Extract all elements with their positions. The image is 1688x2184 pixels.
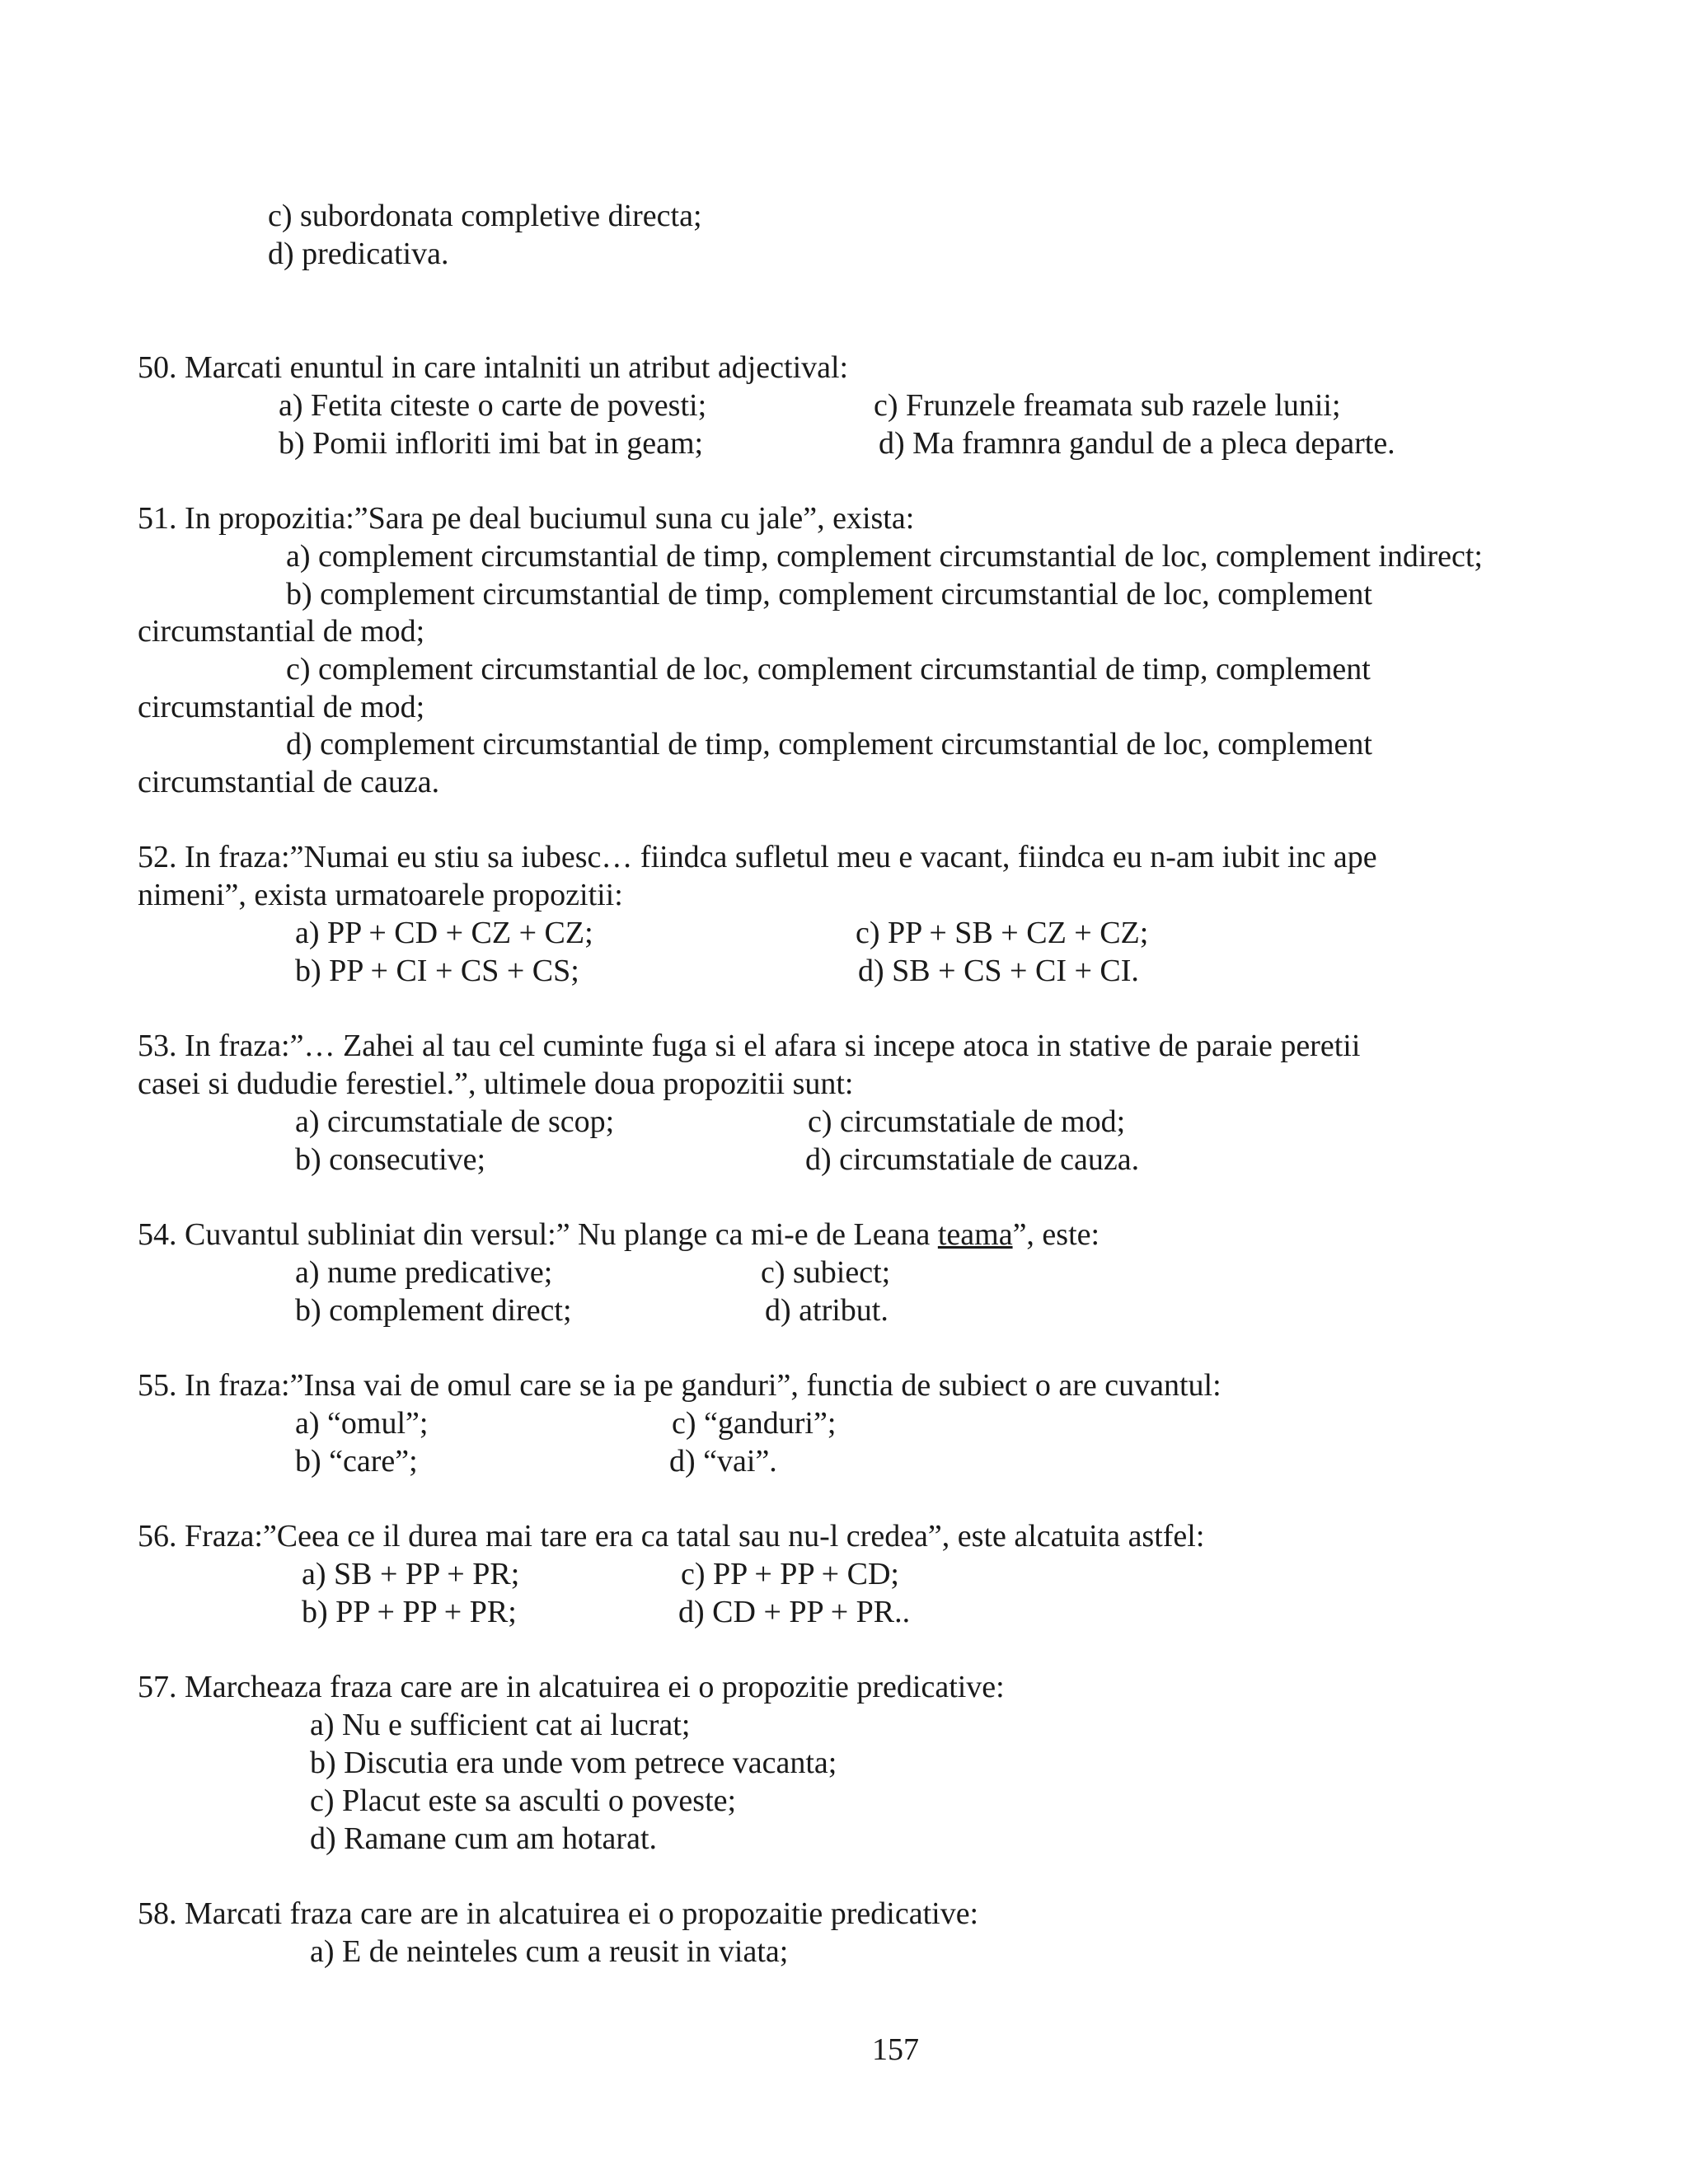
q53-option-a: a) circumstatiale de scop;: [295, 1104, 615, 1139]
q54-option-c: c) subiect;: [761, 1255, 891, 1290]
q53-option-d: d) circumstatiale de cauza.: [805, 1142, 1140, 1177]
question-51: 51. In propozitia:”Sara pe deal buciumul suna cu jale”, exista:: [138, 501, 915, 536]
q55-option-a: a) “omul”;: [295, 1406, 429, 1441]
q51-option-b: b) complement circumstantial de timp, complement circumstantial de loc, complement: [286, 577, 1372, 612]
q56-option-b: b) PP + PP + PR;: [302, 1595, 517, 1629]
q54-option-a: a) nume predicative;: [295, 1255, 553, 1290]
q50-option-d: d) Ma framnra gandul de a pleca departe.: [879, 426, 1395, 461]
prev-option-d: d) predicativa.: [268, 237, 449, 271]
q56-option-c: c) PP + PP + CD;: [681, 1557, 899, 1591]
q50-option-b: b) Pomii infloriti imi bat in geam;: [279, 426, 704, 461]
q52-option-d: d) SB + CS + CI + CI.: [858, 954, 1139, 988]
question-54: [138, 1216, 1100, 1254]
q57-option-c: c) Placut este sa asculti o poveste;: [310, 1783, 737, 1818]
question-57: 57. Marcheaza fraza care are in alcatuirea ei o propozitie predicative:: [138, 1670, 1005, 1704]
q52-option-b: b) PP + CI + CS + CS;: [295, 954, 579, 988]
q51-option-b-cont: circumstantial de mod;: [138, 614, 425, 649]
question-50: 50. Marcati enuntul in care intalniti un atribut adjectival:: [138, 350, 849, 385]
q51-option-d: d) complement circumstantial de timp, complement circumstantial de loc, complement: [286, 727, 1372, 762]
q53-option-b: b) consecutive;: [295, 1142, 486, 1177]
q57-option-d: d) Ramane cum am hotarat.: [310, 1821, 658, 1856]
q56-option-d: d) CD + PP + PR..: [678, 1595, 911, 1629]
underlined-word: teama: [937, 1217, 1013, 1252]
q51-option-a: a) complement circumstantial de timp, complement circumstantial de loc, complement indirect;: [286, 539, 1483, 574]
q51-option-c-cont: circumstantial de mod;: [138, 690, 425, 724]
q51-option-d-cont: circumstantial de cauza.: [138, 765, 440, 799]
question-55: 55. In fraza:”Insa vai de omul care se ia pe ganduri”, functia de subiect o are cuvantul:: [138, 1368, 1221, 1403]
question-54-tail: ”, este:: [1012, 1217, 1100, 1252]
q54-option-d: d) atribut.: [765, 1293, 889, 1328]
q50-option-a: a) Fetita citeste o carte de povesti;: [279, 388, 707, 423]
q52-option-a: a) PP + CD + CZ + CZ;: [295, 916, 593, 950]
q58-option-a: a) E de neinteles cum a reusit in viata;: [310, 1934, 789, 1969]
q55-option-d: d) “vai”.: [669, 1444, 777, 1479]
q56-option-a: a) SB + PP + PR;: [302, 1557, 520, 1591]
prev-option-c: c) subordonata completive directa;: [268, 199, 702, 233]
question-58: 58. Marcati fraza care are in alcatuirea ei o propozaitie predicative:: [138, 1896, 979, 1931]
q55-option-c: c) “ganduri”;: [672, 1406, 837, 1441]
question-53-cont: casei si dududie ferestiel.”, ultimele doua propozitii sunt:: [138, 1066, 854, 1101]
q53-option-c: c) circumstatiale de mod;: [808, 1104, 1126, 1139]
q50-option-c: c) Frunzele freamata sub razele lunii;: [874, 388, 1341, 423]
question-52-cont: nimeni”, exista urmatoarele propozitii:: [138, 878, 623, 912]
question-54-text: 54. Cuvantul subliniat din versul:” Nu plange ca mi-e de Leana: [138, 1217, 938, 1252]
q55-option-b: b) “care”;: [295, 1444, 418, 1479]
question-56: 56. Fraza:”Ceea ce il durea mai tare era ca tatal sau nu-l credea”, este alcatuita astfel:: [138, 1519, 1205, 1554]
page-number: 157: [872, 2032, 919, 2067]
q51-option-c: c) complement circumstantial de loc, complement circumstantial de timp, complement: [286, 652, 1371, 687]
q57-option-b: b) Discutia era unde vom petrece vacanta;: [310, 1746, 837, 1780]
question-52: 52. In fraza:”Numai eu stiu sa iubesc… fiindca sufletul meu e vacant, fiindca eu n-am iubit inc ape: [138, 840, 1377, 874]
question-53: 53. In fraza:”… Zahei al tau cel cuminte fuga si el afara si incepe atoca in stative de paraie peretii: [138, 1029, 1361, 1063]
q57-option-a: a) Nu e sufficient cat ai lucrat;: [310, 1708, 691, 1742]
q54-option-b: b) complement direct;: [295, 1293, 572, 1328]
q52-option-c: c) PP + SB + CZ + CZ;: [856, 916, 1149, 950]
